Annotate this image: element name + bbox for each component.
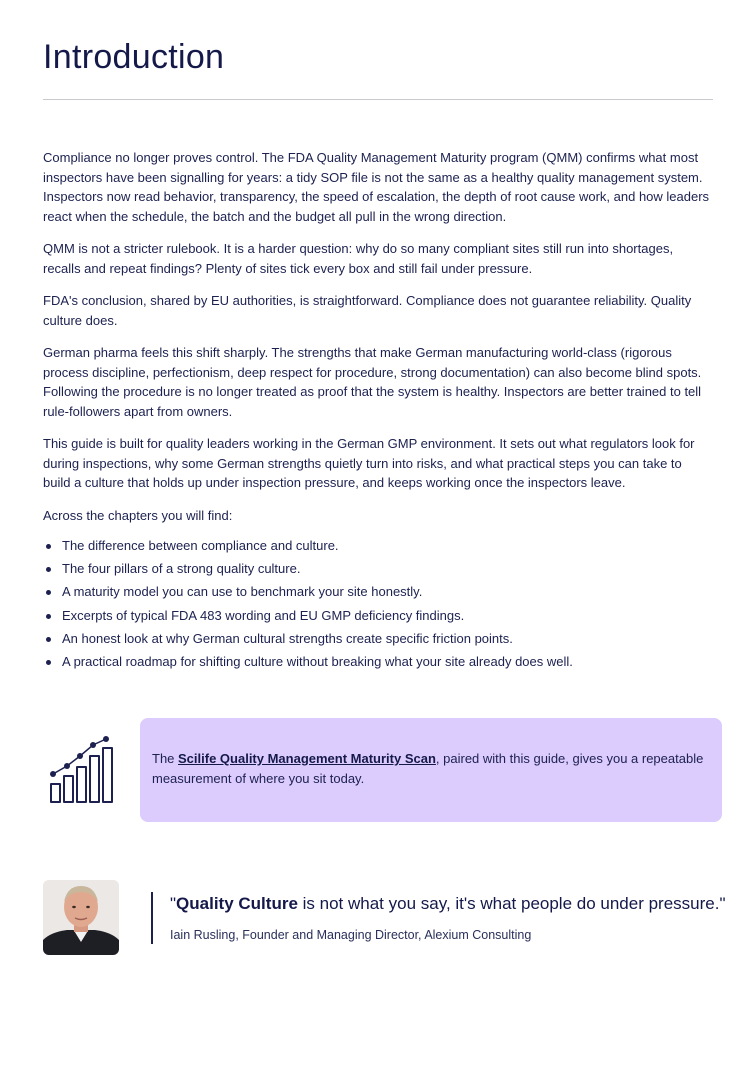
list-item: An honest look at why German cultural strengths create specific friction points.: [43, 629, 711, 649]
list-item: A maturity model you can use to benchmark your site honestly.: [43, 582, 711, 602]
paragraph: This guide is built for quality leaders working in the German GMP environment. It sets out what regulators look for during inspections, why some German strengths quietly turn into risks, and what practical steps you can take to build a culture that holds up under inspection pressure, and keeps working once the inspectors leave.: [43, 436, 695, 490]
body-text: [43, 148, 711, 675]
pull-quote: [170, 892, 730, 916]
maturity-scan-link[interactable]: Scilife Quality Management Maturity Scan: [178, 751, 436, 766]
callout-box: [140, 718, 722, 822]
callout-suffix: , paired with this guide, gives you a repeatable measurement of where you sit today.: [152, 751, 704, 786]
quote-text: is not what you say, it's what people do under pressure.": [297, 894, 726, 913]
quote-attribution: Iain Rusling, Founder and Managing Director, Alexium Consulting: [170, 928, 532, 942]
list-item: A practical roadmap for shifting culture without breaking what your site already does well.: [43, 652, 711, 672]
quote-divider: [151, 892, 153, 944]
paragraph: Compliance no longer proves control. The FDA Quality Management Maturity program (QMM) confirms what most inspectors have been signalling for years: a tidy SOP file is not the same as a healthy quality management system. Inspectors now read behavior, transparency, the speed of escalation, the depth of root cause work, and how leaders react when the schedule, the batch and the budget all pull in the wrong direction.: [43, 150, 710, 224]
paragraph: QMM is not a stricter rulebook. It is a harder question: why do so many compliant sites still run into shortages, recalls and repeat findings? Plenty of sites tick every box and still fail under pressure.: [43, 241, 674, 276]
chapter-list: [43, 536, 711, 671]
avatar: [43, 880, 119, 955]
paragraph: Across the chapters you will find:: [43, 507, 233, 523]
paragraph: FDA's conclusion, shared by EU authorities, is straightforward. Compliance does not guarantee reliability. Quality culture does.: [43, 293, 692, 328]
portrait-image: [43, 880, 119, 955]
quote-open-mark: ": [170, 894, 177, 913]
page-title: Introduction: [43, 38, 225, 76]
paragraph: German pharma feels this shift sharply. The strengths that make German manufacturing world-class (rigorous process discipline, perfectionism, deep respect for procedure, strong documentation) can also become blind spots. Following the procedure is no longer treated as proof that the system is healthy. Inspectors are better trained to tell rule-followers apart from owners.: [43, 345, 702, 419]
title-divider: [43, 99, 713, 100]
growth-bar-chart-icon: [47, 734, 115, 806]
callout-prefix: The: [152, 751, 179, 766]
list-item: Excerpts of typical FDA 483 wording and EU GMP deficiency findings.: [43, 606, 711, 626]
list-item: The difference between compliance and culture.: [43, 536, 711, 556]
list-item: The four pillars of a strong quality culture.: [43, 559, 711, 579]
quote-emphasis: Quality Culture: [176, 894, 298, 913]
